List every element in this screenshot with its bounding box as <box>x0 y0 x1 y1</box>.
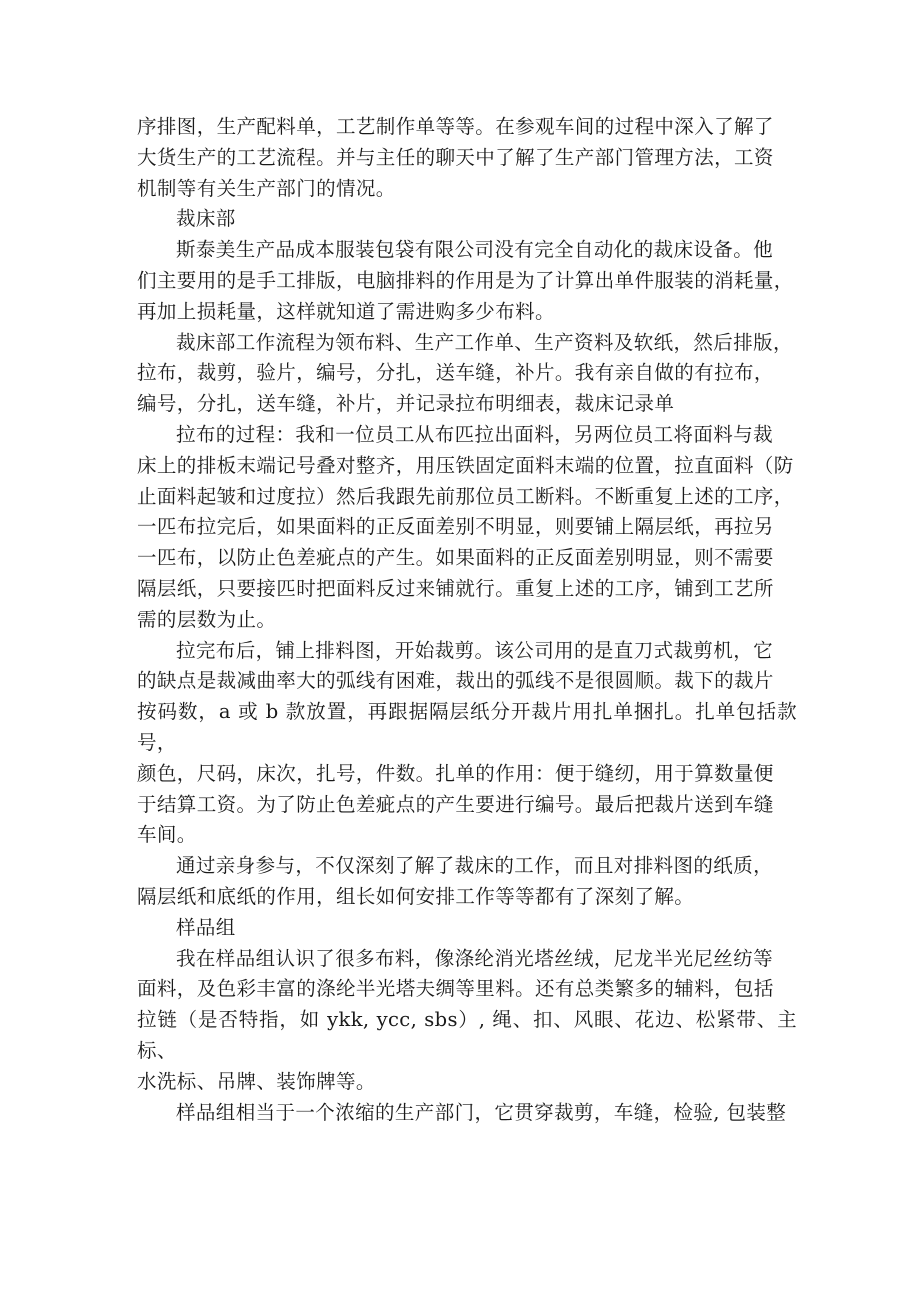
paragraph-cutting-summary: 通过亲身参与，不仅深刻了解了裁床的工作，而且对排料图的纸质， 隔层纸和底纸的作用，组长如何安排工作等等都有了深刻了解。 <box>137 854 774 908</box>
paragraph-sample-group: 样品组相当于一个浓缩的生产部门，它贯穿裁剪，车缝，检验, 包装整 <box>176 1100 787 1124</box>
document-body <box>137 112 797 1128</box>
section-heading-sample: 样品组 <box>176 915 236 939</box>
section-heading-cutting: 裁床部 <box>176 207 236 231</box>
paragraph-spreading-process: 拉布的过程：我和一位员工从布匹拉出面料，另两位员工将面料与裁 床上的排板末端记号叠对整齐，用压铁固定面料末端的位置，拉直面料（防 止面料起皱和过度拉）然后我跟先前那位员工断料。不断重复上述的工序， 一匹布拉完后，如果面料的正反面差别不明显，则要铺上隔层纸，再拉另 一匹布，以防止色差疵点的产生。如果面料的正反面差别明显，则不需要 隔层纸，只要接匹时把面料反过来铺就行。重复上述的工序，铺到工艺所 需的层数为止。 <box>137 422 794 631</box>
paragraph-intro-continued: 序排图，生产配料单，工艺制作单等等。在参观车间的过程中深入了解了 大货生产的工艺流程。并与主任的聊天中了解了生产部门管理方法，工资 机制等有关生产部门的情况。 <box>137 115 774 200</box>
paragraph-cutting-process: 拉完布后，铺上排料图，开始裁剪。该公司用的是直刀式裁剪机，它 的缺点是裁减曲率大的弧线有困难，裁出的弧线不是很圆顺。裁下的裁片 按码数，a 或 b 款放置，再跟据隔层纸分开裁片用扎单捆扎。扎单包括款号， 颜色，尺码，床次，扎号，件数。扎单的作用：便于缝纫，用于算数量便 于结算工资。为了防止色差疵点的产生要进行编号。最后把裁片送到车缝 车间。 <box>137 638 797 847</box>
paragraph-cutting-workflow: 裁床部工作流程为领布料、生产工作单、生产资料及软纸，然后排版， 拉布，裁剪，验片，编号，分扎，送车缝，补片。我有亲自做的有拉布， 编号，分扎，送车缝，补片，并记录拉布明细表，裁床记录单 <box>137 330 793 416</box>
paragraph-cutting-equipment: 斯泰美生产品成本服装包袋有限公司没有完全自动化的裁床设备。他 们主要用的是手工排版，电脑排料的作用是为了计算出单件服装的消耗量， 再加上损耗量，这样就知道了需进购多少布料。 <box>137 238 794 323</box>
paragraph-sample-materials: 我在样品组认识了很多布料，像涤纶消光塔丝绒，尼龙半光尼丝纺等 面料，及色彩丰富的涤纶半光塔夫绸等里料。还有总类繁多的辅料，包括 拉链（是否特指，如 ykk, ycc, sbs）, 绳、扣、风眼、花边、松紧带、主标、 水洗标、吊牌、装饰牌等。 <box>137 946 797 1093</box>
